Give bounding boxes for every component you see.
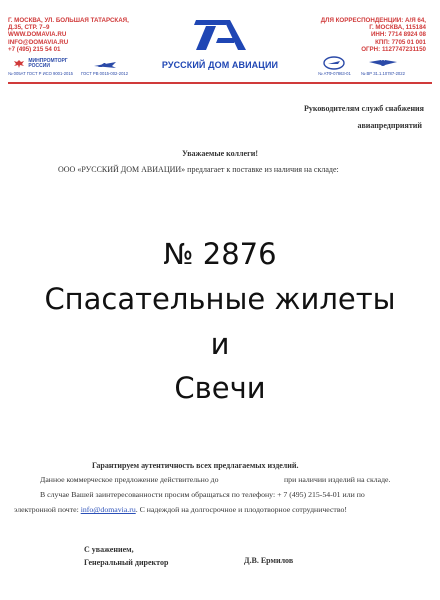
signoff-block [84, 543, 168, 569]
right-certification-badges [318, 56, 405, 76]
email-link[interactable]: info@domavia.ru [80, 505, 136, 514]
address-line: Д.35, СТР. 7–9 [8, 24, 50, 32]
contact-text: электронной почте: info@domavia.ru. С надеждой на долгосрочное и плодотворное сотрудничество! [14, 505, 347, 514]
recipient-block [304, 100, 424, 134]
recipient-line: Руководителям служб снабжения [303, 104, 424, 113]
badge-caption: № ВР 31.1.10787-2022 [360, 71, 405, 76]
left-certification-badges [8, 58, 128, 76]
recipient-line: авиапредприятий [357, 121, 422, 130]
requisite-line: ИНН: 7714 8924 08 [370, 31, 426, 39]
offer-title-line: Свечи [174, 371, 266, 405]
intro-text: ООО «РУССКИЙ ДОМ АВИАЦИИ» предлагает к поставке из наличия на складе: [58, 165, 339, 174]
signatory-name: Д.В. Ермилов [244, 556, 294, 565]
ministry-badge: МИНПРОМТОРГ РОССИИ № 005AT ГОСТ Р ИСО 9001-2015 [8, 57, 74, 76]
website-link[interactable]: WWW.DOMAVIA.RU [8, 31, 67, 39]
certificate-seal-icon [322, 56, 346, 70]
signoff-line: Генеральный директор [84, 558, 169, 567]
email-link[interactable]: INFO@DOMAVIA.RU [8, 38, 69, 46]
quality-badge [81, 58, 128, 76]
atf-badge [318, 56, 351, 76]
letterhead-requisites [301, 17, 426, 53]
letterhead-address [8, 17, 133, 53]
address-line: Г. МОСКВА, УЛ. БОЛЬШАЯ ТАТАРСКАЯ, [8, 17, 129, 24]
phone-number: +7 (495) 215 54 01 [8, 45, 61, 53]
requisite-line: ДЛЯ КОРРЕСПОНДЕНЦИИ: А/Я 64, [320, 17, 426, 24]
contact-text: В случае Вашей заинтересованности просим обращаться по телефону: + 7 (495) 215-54-01 или по [40, 490, 365, 499]
eagle-emblem-icon [13, 59, 25, 69]
offer-title-line: Спасательные жилеты [44, 282, 396, 316]
greeting: Уважаемые коллеги! [182, 149, 258, 158]
requisite-line: КПП: 7705 01 001 [375, 38, 426, 46]
badge-caption: ГОСТ РВ 0015-002-2012 [81, 71, 129, 76]
letterhead-divider [8, 82, 432, 84]
aircraft-certificate-icon [92, 58, 118, 70]
badge-caption: № АТФ-07863-01 [318, 71, 351, 76]
company-logo [160, 18, 280, 70]
offer-number: № 2876 [163, 237, 277, 271]
validity-text: при наличии изделий на складе. [284, 475, 391, 484]
guarantee-text: Гарантируем аутентичность всех предлагаемых изделий. [92, 461, 299, 470]
requisite-line: Г. МОСКВА, 115184 [369, 24, 426, 32]
wings-emblem-icon [368, 56, 398, 70]
signoff-line: С уважением, [84, 545, 134, 554]
requisite-line: ОГРН: 1127747231150 [361, 45, 426, 53]
offer-title-line: и [210, 327, 230, 361]
vp-badge [361, 56, 405, 76]
company-logo-icon [190, 18, 250, 52]
validity-text: Данное коммерческое предложение действительно до [40, 475, 219, 484]
company-name: РУССКИЙ ДОМ АВИАЦИИ [161, 60, 279, 70]
badge-caption: № 005AT ГОСТ Р ИСО 9001-2015 [8, 71, 74, 76]
